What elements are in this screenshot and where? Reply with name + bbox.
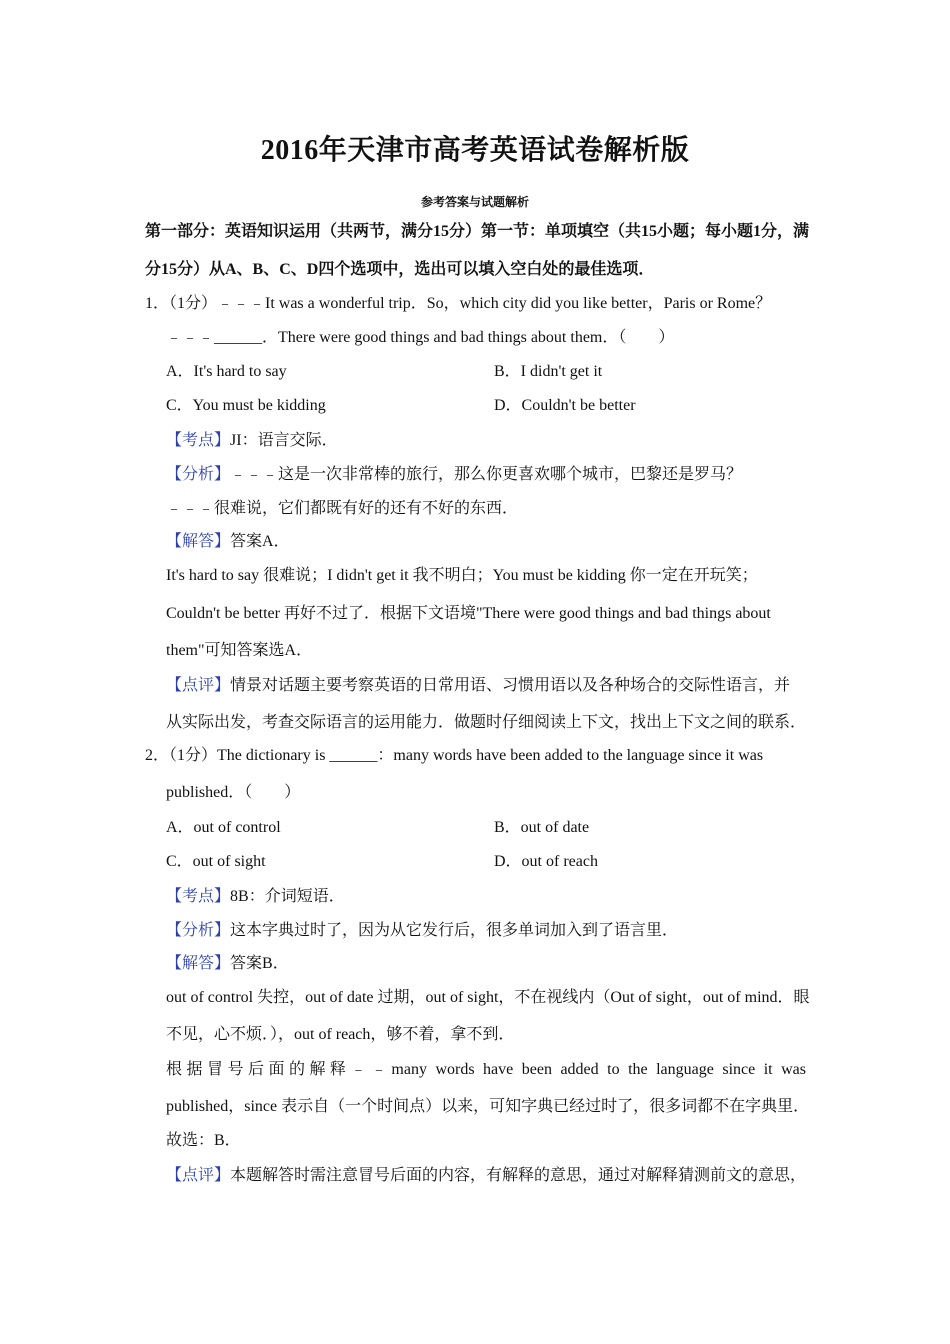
q2-explanation-line-1: out of control 失控，out of date 过期，out of sight，不在视线内（Out of sight，out of mind．眼 [166, 989, 810, 1006]
section-heading-line-2: 分15分）从A、B、C、D四个选项中，选出可以填入空白处的最佳选项． [145, 261, 655, 278]
q1-jieda-text: 答案A． [230, 533, 290, 550]
q2-explanation-line-5: 故选：B． [166, 1132, 241, 1149]
q1-explanation-line-3: them"可知答案选A． [166, 642, 313, 659]
q2-fenxi [166, 921, 678, 941]
q2-option-b: B．out of date [494, 819, 590, 836]
q1-dianping [166, 676, 790, 696]
q2-dianping-tag: 【点评】 [166, 1167, 231, 1184]
q2-dianping [166, 1166, 806, 1186]
q2-stem-line-2: published．（ ） [166, 784, 301, 801]
q1-option-d: D．Couldn't be better [494, 397, 636, 414]
document-title: 2016年天津市高考英语试卷解析版 [260, 135, 690, 166]
document-subtitle: 参考答案与试题解析 [420, 195, 529, 209]
q2-dianping-text: 本题解答时需注意冒号后面的内容，有解释的意思，通过对解释猜测前文的意思， [230, 1167, 807, 1184]
q2-kaodian-text: 8B：介词短语． [230, 888, 345, 905]
q1-jieda-tag: 【解答】 [166, 533, 231, 550]
q2-explanation-line-4: published，since 表示自（一个时间点）以来，可知字典已经过时了，很多词都不在字典里． [166, 1098, 810, 1115]
q2-jieda [166, 954, 289, 974]
q1-fenxi [166, 465, 742, 485]
q2-jieda-tag: 【解答】 [166, 955, 231, 972]
q2-kaodian-tag: 【考点】 [166, 888, 231, 905]
q1-dianping-text: 情景对话题主要考察英语的日常用语、习惯用语以及各种场合的交际性语言，并 [230, 677, 791, 694]
q1-fenxi-text: ﹣﹣﹣这是一次非常棒的旅行，那么你更喜欢哪个城市，巴黎还是罗马？ [230, 466, 743, 483]
q1-dianping-tag: 【点评】 [166, 677, 231, 694]
q2-option-a: A．out of control [166, 819, 281, 836]
q1-jieda [166, 532, 290, 552]
q1-dianping-line-2: 从实际出发，考查交际语言的运用能力．做题时仔细阅读上下文，找出上下文之间的联系． [166, 714, 807, 731]
q1-fenxi-tag: 【分析】 [166, 466, 231, 483]
q1-option-b: B．I didn't get it [494, 363, 603, 380]
q2-kaodian [166, 887, 345, 907]
q1-kaodian-text: JI：语言交际． [230, 432, 338, 449]
section-heading-line-1: 第一部分：英语知识运用（共两节，满分15分）第一节：单项填空（共15小题；每小题1分，满 [145, 223, 810, 240]
q2-jieda-text: 答案B． [230, 955, 289, 972]
q1-option-c: C．You must be kidding [166, 397, 326, 414]
q2-option-d: D．out of reach [494, 853, 598, 870]
q1-fenxi-line-2: ﹣﹣﹣很难说，它们都既有好的还有不好的东西． [166, 500, 519, 517]
q1-kaodian-tag: 【考点】 [166, 432, 231, 449]
q2-fenxi-tag: 【分析】 [166, 922, 231, 939]
q1-explanation-line-2: Couldn't be better 再好不过了．根据下文语境"There were good things and bad things about [166, 605, 771, 622]
q2-explanation-line-2: 不见，心不烦．），out of reach，够不着，拿不到． [166, 1026, 515, 1043]
q1-kaodian [166, 431, 338, 451]
q1-stem-line-2: ﹣﹣﹣______．There were good things and bad things about them．（ ） [166, 329, 675, 346]
q1-explanation-line-1: It's hard to say 很难说；I didn't get it 我不明白；You must be kidding 你一定在开玩笑； [166, 567, 758, 584]
q2-fenxi-text: 这本字典过时了，因为从它发行后，很多单词加入到了语言里． [230, 922, 679, 939]
q1-stem-line-1: 1．（1分）﹣﹣﹣It was a wonderful trip．So，which city did you like better，Paris or Rome？ [145, 295, 772, 312]
q2-explanation-line-3: 根据冒号后面的解释﹣﹣many words have been added to the language since it was [166, 1061, 806, 1078]
q1-option-a: A．It's hard to say [166, 363, 287, 380]
q2-stem-line-1: 2．（1分）The dictionary is ______：many words have been added to the language since it was [145, 747, 764, 764]
q2-option-c: C．out of sight [166, 853, 266, 870]
